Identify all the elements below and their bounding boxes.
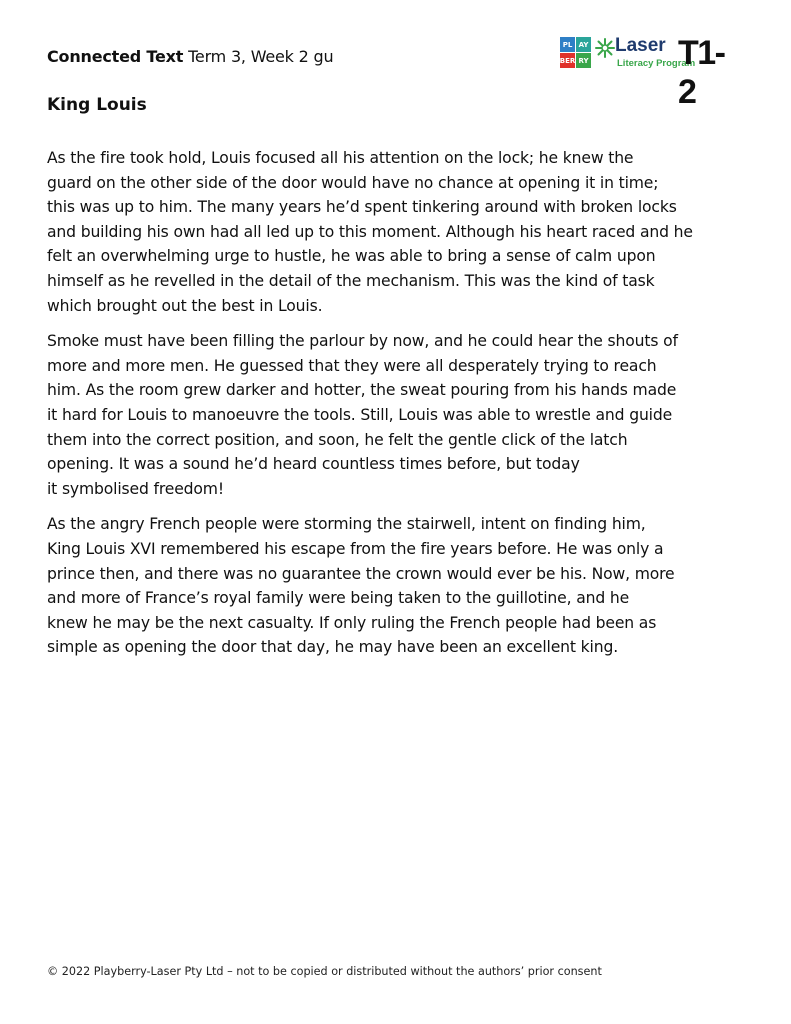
text-line: King Louis XVI remembered his escape from the fire years before. He was only a (47, 539, 664, 558)
paragraph-1 (47, 146, 762, 318)
text-line: prince then, and there was no guarantee the crown would ever be his. Now, more (47, 564, 675, 583)
paragraph-3 (47, 512, 762, 660)
text-line: simple as opening the door that day, he may have been an excellent king. (47, 638, 619, 657)
page-header (47, 47, 333, 66)
header-label: Connected Text (47, 47, 184, 66)
logo-tile-3: BER (560, 53, 575, 68)
text-line: and more of France’s royal family were being taken to the guillotine, and he (47, 589, 630, 608)
text-line: it hard for Louis to manoeuvre the tools. Still, Louis was able to wrestle and guide (47, 405, 673, 424)
text-line: himself as he revelled in the detail of the mechanism. This was the kind of task (47, 271, 655, 290)
text-line: him. As the room grew darker and hotter, the sweat pouring from his hands made (47, 381, 677, 400)
story-body (47, 146, 762, 671)
header-meta: Term 3, Week 2 gu (188, 47, 334, 66)
text-line: and building his own had all led up to this moment. Although his heart raced and he (47, 222, 693, 241)
text-line: As the angry French people were storming the stairwell, intent on finding him, (47, 515, 646, 534)
logo-subtitle: Literacy Program (617, 58, 696, 69)
logo-tile-4: RY (576, 53, 591, 68)
logo-level: T1-2 (678, 34, 725, 111)
text-line: knew he may be the next casualty. If only ruling the French people had been as (47, 613, 657, 632)
text-line: them into the correct position, and soon, he felt the gentle click of the latch (47, 430, 628, 449)
laser-burst-icon (595, 38, 615, 58)
text-line: opening. It was a sound he’d heard countless times before, but today (47, 455, 580, 474)
text-line: which brought out the best in Louis. (47, 296, 323, 315)
logo-tile-2: AY (576, 37, 591, 52)
text-line: it symbolised freedom! (47, 479, 224, 498)
playberry-laser-logo (559, 34, 740, 111)
page-title: King Louis (47, 95, 147, 115)
text-line: felt an overwhelming urge to hustle, he was able to bring a sense of calm upon (47, 247, 656, 266)
text-line: this was up to him. The many years he’d spent tinkering around with broken locks (47, 198, 677, 217)
logo-tile-1: PL (560, 37, 575, 52)
text-line: more and more men. He guessed that they were all desperately trying to reach (47, 356, 657, 375)
text-line: guard on the other side of the door would have no chance at opening it in time; (47, 173, 659, 192)
text-line: As the fire took hold, Louis focused all his attention on the lock; he knew the (47, 149, 634, 167)
copyright-footer: © 2022 Playberry-Laser Pty Ltd – not to be copied or distributed without the authors’ prior consent (47, 965, 602, 978)
text-line: Smoke must have been filling the parlour by now, and he could hear the shouts of (47, 332, 678, 351)
paragraph-2 (47, 329, 762, 501)
logo-brand: Laser (615, 35, 666, 56)
